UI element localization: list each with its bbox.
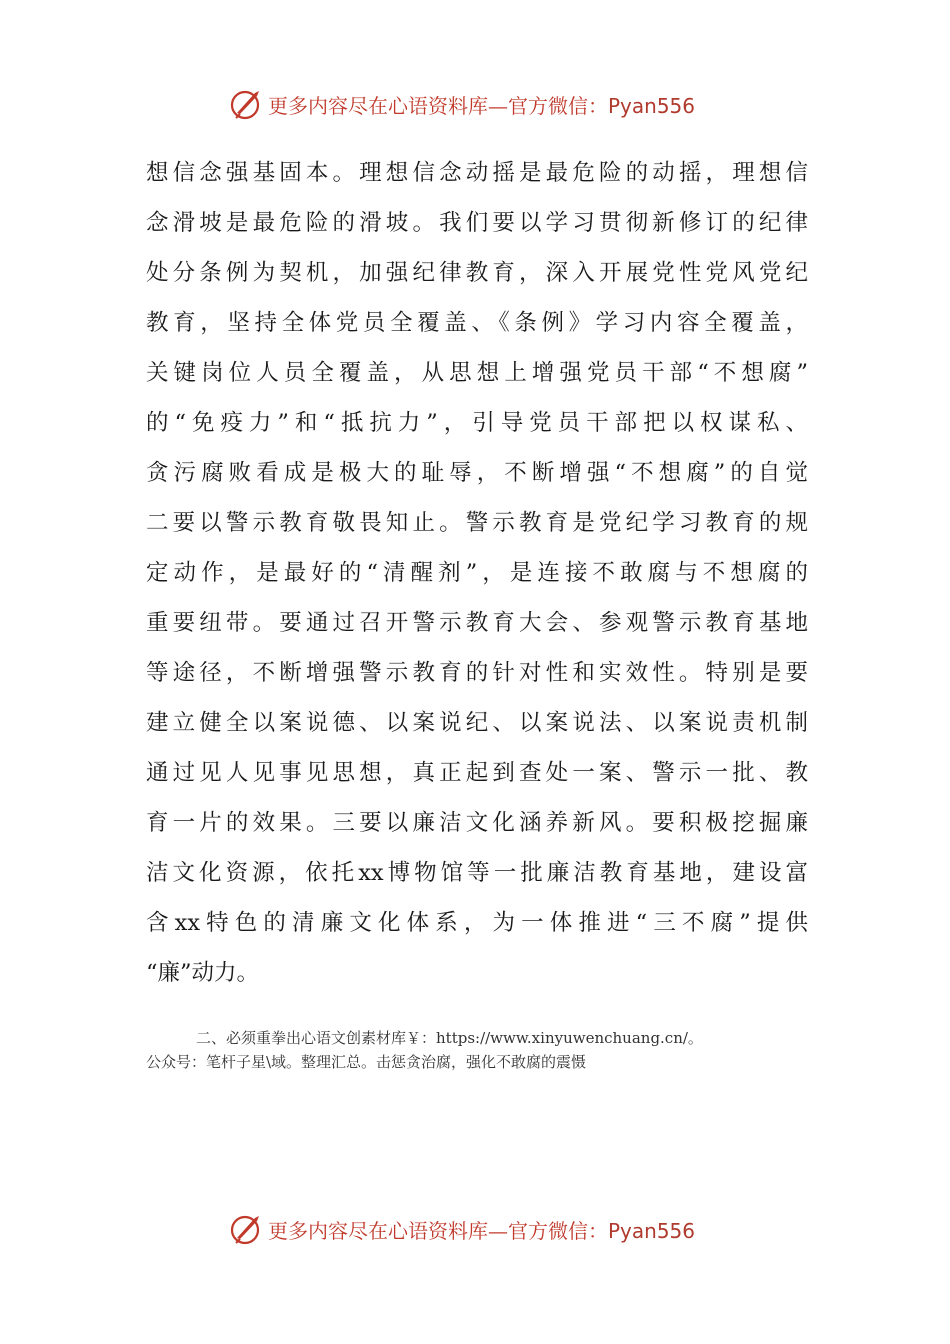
quill-pen-logo-icon bbox=[228, 86, 264, 122]
body-line: 洁文化资源，依托xx博物馆等一批廉洁教育基地，建设富 bbox=[146, 860, 808, 886]
body-line: 关键岗位人员全覆盖，从思想上增强党员干部“不想腐” bbox=[146, 360, 808, 386]
body-line: 想信念强基固本。理想信念动摇是最危险的动摇，理想信 bbox=[146, 160, 808, 186]
footnote bbox=[146, 1026, 816, 1074]
header-banner-label: 更多内容尽在心语资料库—官方微信： bbox=[268, 93, 608, 118]
body-line: 通过见人见事见思想，真正起到查处一案、警示一批、教 bbox=[146, 760, 808, 786]
header-banner bbox=[228, 85, 748, 123]
body-line: 处分条例为契机，加强纪律教育，深入开展党性党风党纪 bbox=[146, 260, 808, 286]
body-line: 含xx特色的清廉文化体系，为一体推进“三不腐”提供 bbox=[146, 910, 808, 936]
footer-banner-wechat-id: Pyan556 bbox=[608, 1218, 696, 1243]
footer-banner-text bbox=[268, 1215, 695, 1244]
footer-banner-label: 更多内容尽在心语资料库—官方微信： bbox=[268, 1218, 608, 1243]
body-line: 贪污腐败看成是极大的耻辱，不断增强“不想腐”的自觉 bbox=[146, 460, 808, 486]
body-line: 教育，坚持全体党员全覆盖、《条例》学习内容全覆盖， bbox=[146, 310, 808, 336]
quill-pen-logo-icon bbox=[228, 1211, 264, 1247]
body-line: 定动作，是最好的“清醒剂”，是连接不敢腐与不想腐的 bbox=[146, 560, 808, 586]
header-banner-text bbox=[268, 90, 695, 119]
body-line: 等途径，不断增强警示教育的针对性和实效性。特别是要 bbox=[146, 660, 808, 686]
footer-banner bbox=[228, 1210, 748, 1248]
header-banner-wechat-id: Pyan556 bbox=[608, 93, 696, 118]
footnote-line-2: 公众号：笔杆子星\域。整理汇总。击惩贪治腐，强化不敢腐的震慑 bbox=[146, 1053, 587, 1071]
body-line: 建立健全以案说德、以案说纪、以案说法、以案说责机制 bbox=[146, 710, 808, 736]
document-body bbox=[146, 148, 808, 998]
footnote-line-1: 二、必须重拳出心语文创素材库￥：https://www.xinyuwenchuang.cn/。 bbox=[196, 1029, 703, 1047]
body-line: “廉”动力。 bbox=[146, 960, 260, 986]
body-line: 念滑坡是最危险的滑坡。我们要以学习贯彻新修订的纪律 bbox=[146, 210, 808, 236]
body-line: 重要纽带。要通过召开警示教育大会、参观警示教育基地 bbox=[146, 610, 808, 636]
body-line: 的“免疫力”和“抵抗力”，引导党员干部把以权谋私、 bbox=[146, 410, 808, 436]
body-line: 二要以警示教育敬畏知止。警示教育是党纪学习教育的规 bbox=[146, 510, 808, 536]
body-line: 育一片的效果。三要以廉洁文化涵养新风。要积极挖掘廉 bbox=[146, 810, 808, 836]
